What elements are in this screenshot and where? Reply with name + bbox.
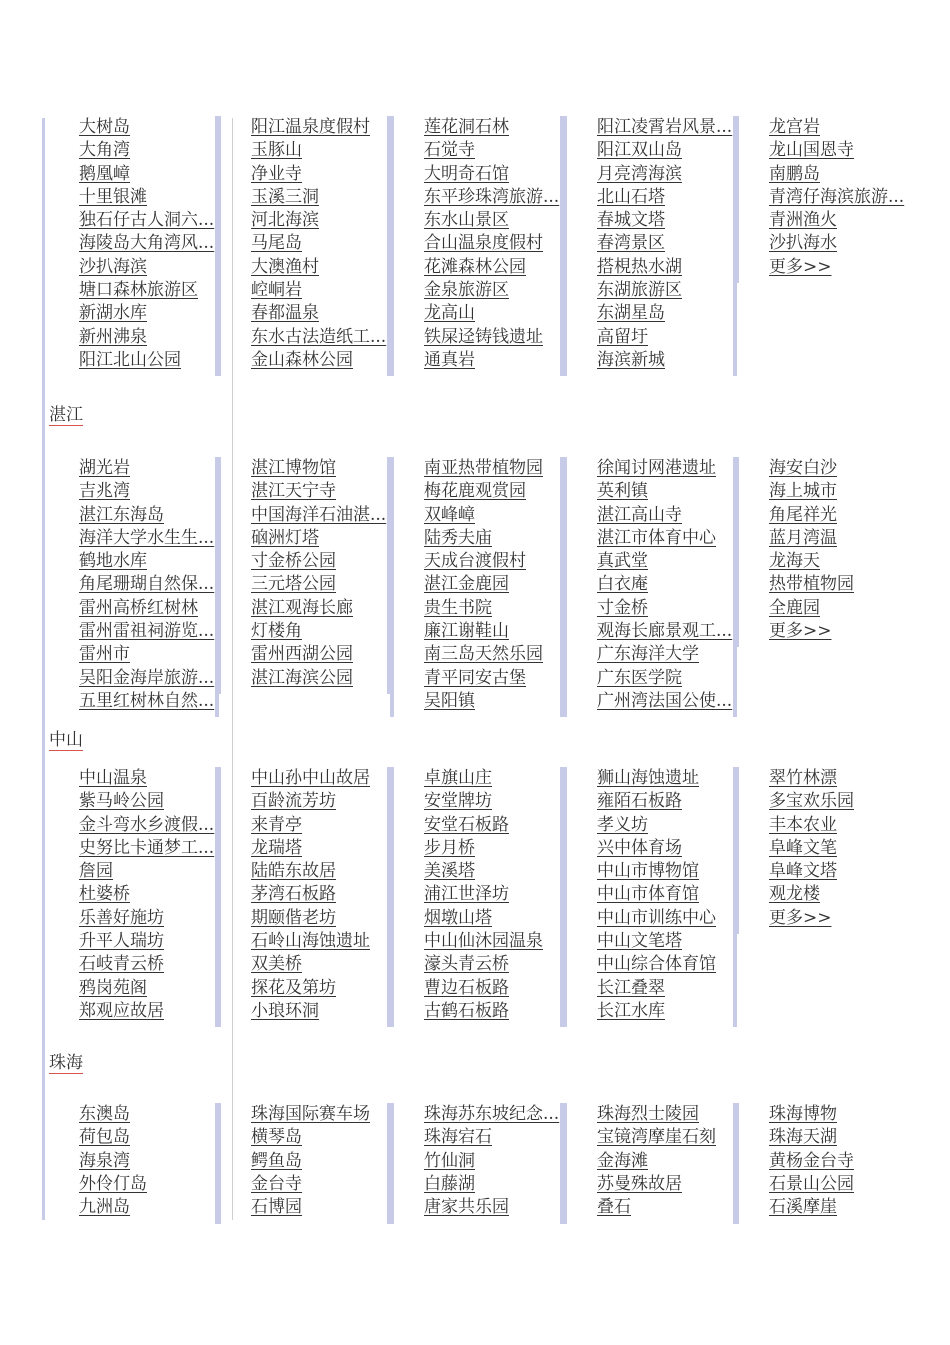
attraction-link[interactable]: 阜峰文笔 — [769, 837, 837, 858]
attraction-link[interactable]: 大角湾 — [79, 140, 130, 161]
column-bar — [390, 116, 394, 376]
attraction-link[interactable]: 湛江金鹿园 — [424, 574, 509, 595]
attraction-link[interactable]: 陆皓东故居 — [251, 861, 336, 882]
attraction-link[interactable]: 竹仙洞 — [424, 1150, 475, 1171]
attraction-link[interactable]: 来青亭 — [251, 814, 302, 835]
attraction-link[interactable]: 英利镇 — [597, 481, 648, 502]
attraction-link[interactable]: 中国海洋石油湛... — [251, 504, 387, 525]
attraction-link[interactable]: 海陵岛大角湾风... — [79, 233, 215, 254]
attraction-link[interactable]: 春都温泉 — [251, 303, 319, 324]
attraction-link[interactable]: 龙瑞塔 — [251, 837, 302, 858]
attraction-link[interactable]: 东澳岛 — [79, 1104, 130, 1124]
attraction-link[interactable]: 东湖旅游区 — [597, 280, 682, 301]
attraction-link[interactable]: 大澳渔村 — [251, 256, 319, 277]
attraction-link[interactable]: 翠竹林漂 — [769, 768, 837, 788]
attraction-link[interactable]: 雷州高桥红树林 — [79, 597, 198, 618]
region-column — [79, 1103, 229, 1219]
region-column — [79, 457, 229, 713]
attraction-link[interactable]: 杜婆桥 — [79, 884, 130, 905]
attraction-link[interactable]: 青洲渔火 — [769, 210, 837, 231]
region-column — [597, 457, 747, 713]
attraction-link[interactable]: 湛江东海岛 — [79, 504, 164, 525]
attraction-link[interactable]: 湛江高山寺 — [597, 504, 682, 525]
column-bar — [217, 767, 221, 1027]
attraction-link[interactable]: 安堂牌坊 — [424, 791, 492, 812]
attraction-link[interactable]: 龙海天 — [769, 551, 820, 572]
attraction-link[interactable]: 广东海洋大学 — [597, 644, 699, 665]
attraction-link[interactable]: 石岭山海蚀遗址 — [251, 931, 370, 952]
attraction-link[interactable]: 阜峰文塔 — [769, 861, 837, 882]
attraction-link[interactable]: 五里红树林自然... — [79, 690, 215, 711]
attraction-link[interactable]: 花滩森林公园 — [424, 256, 526, 277]
attraction-link[interactable]: 玉豚山 — [251, 140, 302, 161]
region-column — [424, 116, 574, 372]
attraction-link[interactable]: 廉江谢鞋山 — [424, 621, 509, 642]
attraction-link[interactable]: 叠石 — [597, 1197, 631, 1218]
attraction-link[interactable]: 新州沸泉 — [79, 326, 147, 347]
attraction-link[interactable]: 金山森林公园 — [251, 349, 353, 370]
region-column — [769, 116, 929, 279]
attraction-link[interactable]: 广东医学院 — [597, 667, 682, 688]
region-column — [251, 767, 401, 1023]
attraction-link[interactable]: 小琅环洞 — [251, 1000, 319, 1021]
attraction-link[interactable]: 合山温泉度假村 — [424, 233, 543, 254]
attraction-link[interactable]: 鹤地水库 — [79, 551, 147, 572]
attraction-link[interactable]: 卓旗山庄 — [424, 768, 492, 788]
region-title-zhanjiang[interactable]: 湛江 — [49, 405, 83, 425]
column-bar — [735, 767, 739, 934]
attraction-link[interactable]: 多宝欢乐园 — [769, 791, 854, 812]
attraction-link[interactable]: 湛江博物馆 — [251, 458, 336, 478]
attraction-link[interactable]: 吉兆湾 — [79, 481, 130, 502]
attraction-link[interactable]: 烟墩山塔 — [424, 907, 492, 928]
attraction-link[interactable]: 独石仔古人洞六... — [79, 210, 215, 231]
attraction-link[interactable]: 河北海滨 — [251, 210, 319, 231]
attraction-link[interactable]: 大明奇石馆 — [424, 163, 509, 184]
attraction-link[interactable]: 湛江天宁寺 — [251, 481, 336, 502]
region-column — [424, 767, 574, 1023]
attraction-link[interactable]: 吴阳镇 — [424, 690, 475, 711]
region-column — [79, 116, 229, 372]
attraction-link[interactable]: 龙高山 — [424, 303, 475, 324]
attraction-link[interactable]: 长江水库 — [597, 1000, 665, 1021]
attraction-link[interactable]: 南三岛天然乐园 — [424, 644, 543, 665]
column-bar — [217, 1103, 221, 1224]
attraction-link[interactable]: 新湖水库 — [79, 303, 147, 324]
attraction-link[interactable]: 珠海苏东坡纪念... — [424, 1104, 560, 1124]
attraction-link[interactable]: 茅湾石板路 — [251, 884, 336, 905]
attraction-link[interactable]: 九洲岛 — [79, 1197, 130, 1218]
attraction-link[interactable]: 寸金桥公园 — [251, 551, 336, 572]
attraction-link[interactable]: 美溪塔 — [424, 861, 475, 882]
attraction-link[interactable]: 春城文塔 — [597, 210, 665, 231]
attraction-link[interactable]: 探花及第坊 — [251, 977, 336, 998]
attraction-link[interactable]: 全鹿园 — [769, 597, 820, 618]
attraction-link[interactable]: 中山综合体育馆 — [597, 954, 716, 975]
attraction-link[interactable]: 外伶仃岛 — [79, 1173, 147, 1194]
attraction-link[interactable]: 浦江世泽坊 — [424, 884, 509, 905]
attraction-link[interactable]: 双峰嶂 — [424, 504, 475, 525]
attraction-link[interactable]: 白藤湖 — [424, 1173, 475, 1194]
region-title-zhuhai[interactable]: 珠海 — [49, 1053, 83, 1073]
page-frame-line — [42, 118, 45, 1220]
attraction-link[interactable]: 湛江市体育中心 — [597, 527, 716, 548]
attraction-link[interactable]: 阳江凌霄岩风景... — [597, 117, 733, 137]
attraction-link[interactable]: 中山文笔塔 — [597, 931, 682, 952]
attraction-link[interactable]: 寸金桥 — [597, 597, 648, 618]
attraction-link[interactable]: 陆秀夫庙 — [424, 527, 492, 548]
region-column — [769, 457, 929, 643]
column-bar — [390, 457, 394, 717]
attraction-link[interactable]: 阳江北山公园 — [79, 349, 181, 370]
attraction-link[interactable]: 海滨新城 — [597, 349, 665, 370]
attraction-link[interactable]: 苏曼殊故居 — [597, 1173, 682, 1194]
column-bar — [563, 1103, 567, 1224]
attraction-link[interactable]: 紫马岭公园 — [79, 791, 164, 812]
attraction-link[interactable]: 月亮湾海滨 — [597, 163, 682, 184]
attraction-link[interactable]: 珠海烈士陵园 — [597, 1104, 699, 1124]
attraction-link[interactable]: 阳江双山岛 — [597, 140, 682, 161]
attraction-link[interactable]: 硇洲灯塔 — [251, 527, 319, 548]
attraction-link[interactable]: 塘口森林旅游区 — [79, 280, 198, 301]
attraction-link[interactable]: 海安白沙 — [769, 458, 837, 478]
region-column — [79, 767, 229, 1023]
region-column — [251, 116, 401, 372]
attraction-link[interactable]: 郑观应故居 — [79, 1000, 164, 1021]
attraction-link[interactable]: 石溪摩崖 — [769, 1197, 837, 1218]
attraction-link[interactable]: 南亚热带植物园 — [424, 458, 543, 478]
attraction-link[interactable]: 横琴岛 — [251, 1127, 302, 1148]
attraction-link[interactable]: 双美桥 — [251, 954, 302, 975]
column-bar — [563, 457, 567, 717]
more-link[interactable]: 更多>> — [769, 256, 832, 277]
attraction-link[interactable]: 青湾仔海滨旅游... — [769, 186, 905, 207]
more-link[interactable]: 更多>> — [769, 621, 832, 642]
region-column — [769, 1103, 929, 1219]
attraction-link[interactable]: 海上城市 — [769, 481, 837, 502]
attraction-link[interactable]: 石景山公园 — [769, 1173, 854, 1194]
attraction-link[interactable]: 狮山海蚀遗址 — [597, 768, 699, 788]
column-bar — [390, 767, 394, 1027]
attraction-link[interactable]: 黄杨金台寺 — [769, 1150, 854, 1171]
attraction-link[interactable]: 沙扒海滨 — [79, 256, 147, 277]
attraction-link[interactable]: 中山仙沐园温泉 — [424, 931, 543, 952]
attraction-link[interactable]: 海泉湾 — [79, 1150, 130, 1171]
attraction-link[interactable]: 通真岩 — [424, 349, 475, 370]
attraction-link[interactable]: 雍陌石板路 — [597, 791, 682, 812]
attraction-link[interactable]: 角尾祥光 — [769, 504, 837, 525]
attraction-link[interactable]: 史努比卡通梦工... — [79, 837, 215, 858]
region-column — [597, 116, 747, 372]
attraction-link[interactable]: 龙山国恩寺 — [769, 140, 854, 161]
attraction-link[interactable]: 宝镜湾摩崖石刻 — [597, 1127, 716, 1148]
attraction-link[interactable]: 荷包岛 — [79, 1127, 130, 1148]
attraction-link[interactable]: 升平人瑞坊 — [79, 931, 164, 952]
attraction-link[interactable]: 广州湾法国公使... — [597, 690, 733, 711]
attraction-link[interactable]: 大树岛 — [79, 117, 130, 137]
attraction-link[interactable]: 蓝月湾温 — [769, 527, 837, 548]
attraction-link[interactable]: 中山市体育馆 — [597, 884, 699, 905]
attraction-link[interactable]: 白衣庵 — [597, 574, 648, 595]
attraction-link[interactable]: 中山市训练中心 — [597, 907, 716, 928]
attraction-link[interactable]: 春湾景区 — [597, 233, 665, 254]
attraction-link[interactable]: 搭梘热水湖 — [597, 256, 682, 277]
attraction-link[interactable]: 高留圩 — [597, 326, 648, 347]
attraction-link[interactable]: 灯楼角 — [251, 621, 302, 642]
attraction-link[interactable]: 鹅凰嶂 — [79, 163, 130, 184]
attraction-link[interactable]: 湛江观海长廊 — [251, 597, 353, 618]
column-bar — [735, 116, 739, 283]
attraction-link[interactable]: 真武堂 — [597, 551, 648, 572]
region-column — [597, 1103, 747, 1219]
attraction-link[interactable]: 珠海博物 — [769, 1104, 837, 1124]
attraction-link[interactable]: 贵生书院 — [424, 597, 492, 618]
region-column — [251, 1103, 401, 1219]
column-bar — [217, 457, 221, 694]
attraction-link[interactable]: 石博园 — [251, 1197, 302, 1218]
attraction-link[interactable]: 三元塔公园 — [251, 574, 336, 595]
column-bar — [563, 116, 567, 376]
region-title-zhongshan[interactable]: 中山 — [49, 730, 83, 750]
attraction-link[interactable]: 东湖星岛 — [597, 303, 665, 324]
attraction-link[interactable]: 唐家共乐园 — [424, 1197, 509, 1218]
attraction-link[interactable]: 铁屎迳铸钱遗址 — [424, 326, 543, 347]
attraction-link[interactable]: 徐闻讨网港遗址 — [597, 458, 716, 478]
attraction-link[interactable]: 莲花洞石林 — [424, 117, 509, 137]
attraction-link[interactable]: 崆峒岩 — [251, 280, 302, 301]
attraction-link[interactable]: 安堂石板路 — [424, 814, 509, 835]
attraction-link[interactable]: 观龙楼 — [769, 884, 820, 905]
attraction-link[interactable]: 梅花鹿观赏园 — [424, 481, 526, 502]
attraction-link[interactable]: 雷州西湖公园 — [251, 644, 353, 665]
attraction-link[interactable]: 期颐偕老坊 — [251, 907, 336, 928]
attraction-link[interactable]: 鳄鱼岛 — [251, 1150, 302, 1171]
attraction-link[interactable]: 龙宫岩 — [769, 117, 820, 137]
attraction-link[interactable]: 曹边石板路 — [424, 977, 509, 998]
region-column — [424, 457, 574, 713]
attraction-link[interactable]: 金海滩 — [597, 1150, 648, 1171]
attraction-link[interactable]: 古鹤石板路 — [424, 1000, 509, 1021]
attraction-link[interactable]: 金泉旅游区 — [424, 280, 509, 301]
attraction-link[interactable]: 东平珍珠湾旅游... — [424, 186, 560, 207]
attraction-link[interactable]: 东水古法造纸工... — [251, 326, 387, 347]
region-column — [251, 457, 401, 690]
attraction-link[interactable]: 石觉寺 — [424, 140, 475, 161]
region-column — [769, 767, 929, 930]
attraction-link[interactable]: 角尾珊瑚自然保... — [79, 574, 215, 595]
attraction-link[interactable]: 湛江海滨公园 — [251, 667, 353, 688]
attraction-link[interactable]: 詹园 — [79, 861, 113, 882]
attraction-link[interactable]: 鸦岗苑阁 — [79, 977, 147, 998]
attraction-link[interactable]: 雷州市 — [79, 644, 130, 665]
attraction-link[interactable]: 雷州雷祖祠游览... — [79, 621, 215, 642]
attraction-link[interactable]: 中山孙中山故居 — [251, 768, 370, 788]
attraction-link[interactable]: 青平同安古堡 — [424, 667, 526, 688]
attraction-link[interactable]: 步月桥 — [424, 837, 475, 858]
attraction-link[interactable]: 石岐青云桥 — [79, 954, 164, 975]
attraction-link[interactable]: 净业寺 — [251, 163, 302, 184]
attraction-link[interactable]: 海洋大学水生生... — [79, 527, 215, 548]
attraction-link[interactable]: 珠海天湖 — [769, 1127, 837, 1148]
attraction-link[interactable]: 马尾岛 — [251, 233, 302, 254]
column-bar — [563, 767, 567, 1027]
region-column — [597, 767, 747, 1023]
column-bar — [217, 116, 221, 376]
attraction-link[interactable]: 孝义坊 — [597, 814, 648, 835]
attraction-link[interactable]: 南鹏岛 — [769, 163, 820, 184]
attraction-link[interactable]: 沙扒海水 — [769, 233, 837, 254]
attraction-link[interactable]: 金斗弯水乡渡假... — [79, 814, 215, 835]
attraction-link[interactable]: 十里银滩 — [79, 186, 147, 207]
attraction-link[interactable]: 北山石塔 — [597, 186, 665, 207]
attraction-link[interactable]: 乐善好施坊 — [79, 907, 164, 928]
attraction-link[interactable]: 吴阳金海岸旅游... — [79, 667, 215, 688]
attraction-link[interactable]: 中山市博物馆 — [597, 861, 699, 882]
attraction-link[interactable]: 热带植物园 — [769, 574, 854, 595]
attraction-link[interactable]: 湖光岩 — [79, 458, 130, 478]
attraction-link[interactable]: 珠海宕石 — [424, 1127, 492, 1148]
attraction-link[interactable]: 中山温泉 — [79, 768, 147, 788]
region-column — [424, 1103, 574, 1219]
attraction-link[interactable]: 珠海国际赛车场 — [251, 1104, 370, 1124]
column-bar — [735, 457, 739, 647]
attraction-link[interactable]: 丰本农业 — [769, 814, 837, 835]
attraction-link[interactable]: 东水山景区 — [424, 210, 509, 231]
attraction-link[interactable]: 玉溪三洞 — [251, 186, 319, 207]
attraction-link[interactable]: 濠头青云桥 — [424, 954, 509, 975]
attraction-link[interactable]: 阳江温泉度假村 — [251, 117, 370, 137]
more-link[interactable]: 更多>> — [769, 907, 832, 928]
attraction-link[interactable]: 天成台渡假村 — [424, 551, 526, 572]
attraction-link[interactable]: 长江叠翠 — [597, 977, 665, 998]
attraction-link[interactable]: 金台寺 — [251, 1173, 302, 1194]
column-bar — [390, 1103, 394, 1224]
attraction-link[interactable]: 观海长廊景观工... — [597, 621, 733, 642]
attraction-link[interactable]: 百龄流芳坊 — [251, 791, 336, 812]
column-bar — [735, 1103, 739, 1224]
column-divider — [232, 118, 233, 1220]
attraction-link[interactable]: 兴中体育场 — [597, 837, 682, 858]
